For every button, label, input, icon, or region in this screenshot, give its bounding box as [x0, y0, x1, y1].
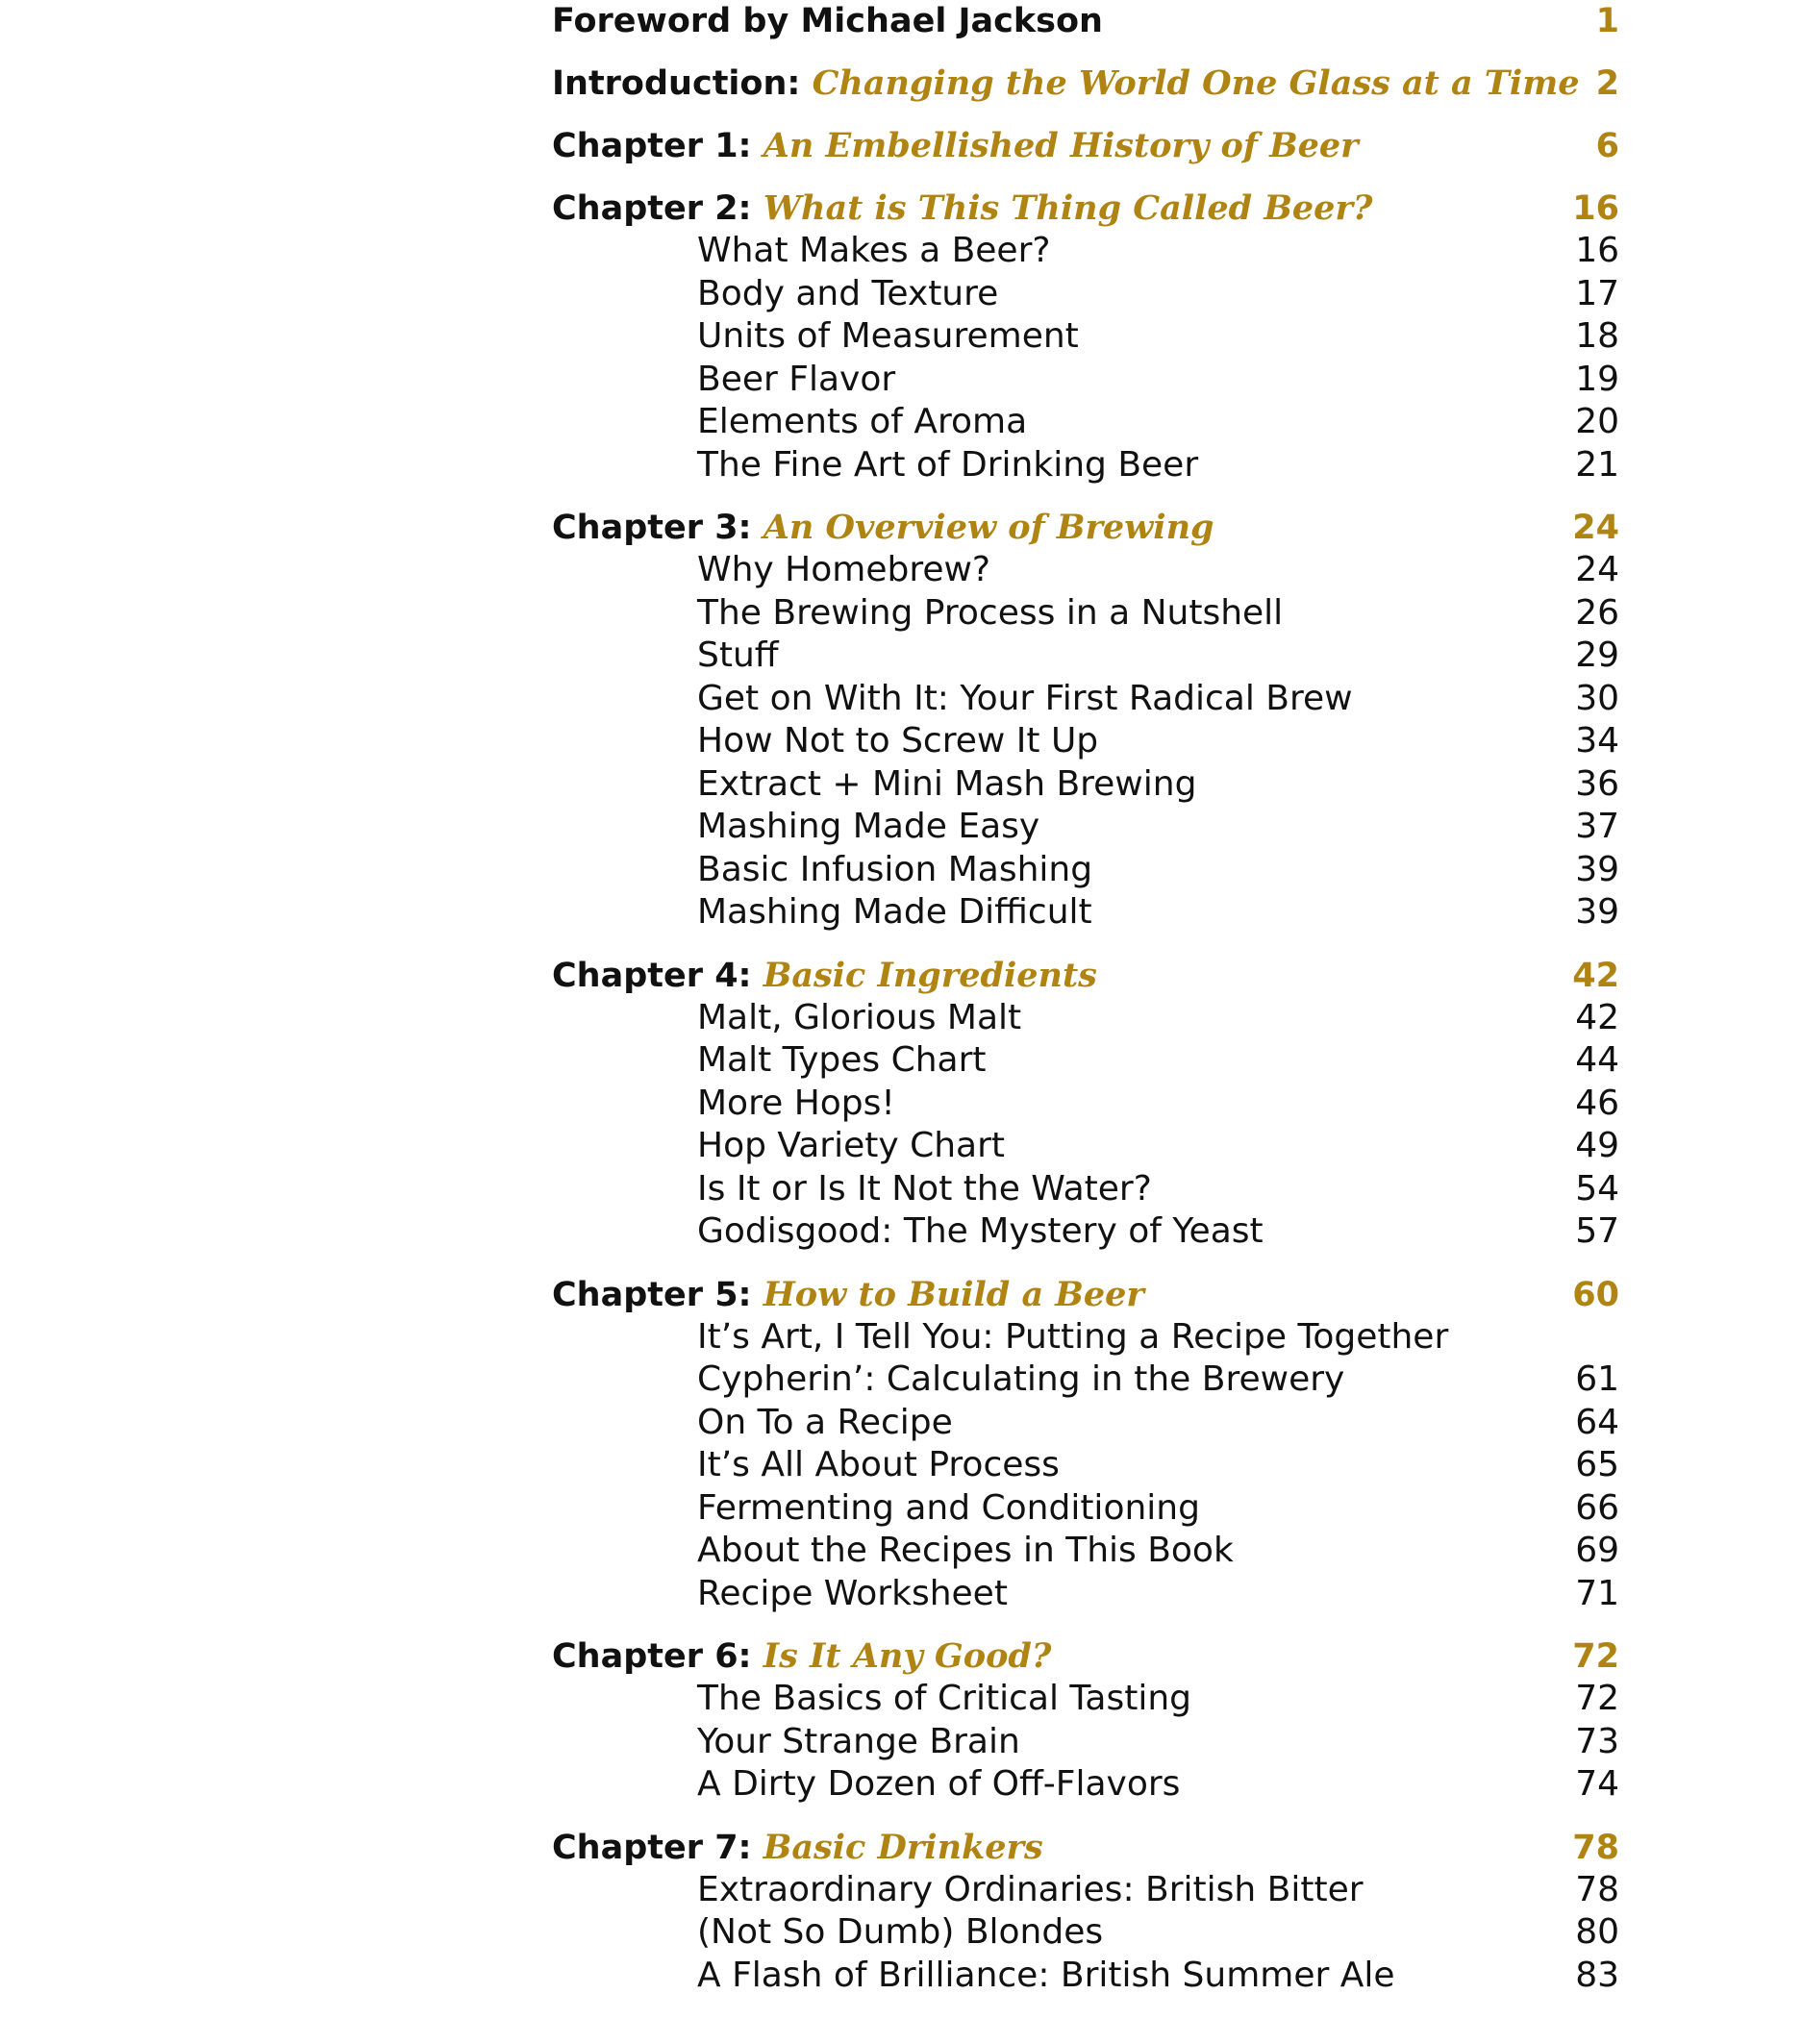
- entry-title: What Makes a Beer?: [697, 231, 1051, 270]
- section-label: Chapter 5:: [552, 1275, 763, 1314]
- entry-page-number: 72: [1575, 1679, 1619, 1718]
- section-spacer: [552, 935, 1619, 955]
- entry-page-number: 34: [1575, 721, 1619, 760]
- entry-title: Cypherin’: Calculating in the Brewery: [697, 1359, 1345, 1399]
- entry-page-number: 61: [1575, 1359, 1619, 1399]
- section-spacer: [552, 167, 1619, 187]
- entry-title: It’s Art, I Tell You: Putting a Recipe Together: [697, 1316, 1449, 1357]
- toc-entry[interactable]: [552, 1210, 1619, 1254]
- section-page-number: 72: [1572, 1637, 1619, 1676]
- entry-page-number: 39: [1575, 892, 1619, 932]
- section-title: Changing the World One Glass at a Time: [812, 63, 1580, 103]
- section-label: Chapter 1:: [552, 127, 763, 165]
- toc-entry[interactable]: [552, 592, 1619, 636]
- entry-page-number: 80: [1575, 1912, 1619, 1952]
- entry-title: The Brewing Process in a Nutshell: [697, 592, 1284, 633]
- section-page-number: 42: [1572, 956, 1619, 995]
- toc-entry[interactable]: [552, 1316, 1619, 1359]
- toc-entry[interactable]: [552, 1083, 1619, 1126]
- entry-title: Is It or Is It Not the Water?: [697, 1168, 1152, 1209]
- toc-entry[interactable]: [552, 1721, 1619, 1764]
- section-label: Chapter 4:: [552, 956, 763, 995]
- entry-title: Mashing Made Easy: [697, 807, 1040, 846]
- toc-entry[interactable]: [552, 1168, 1619, 1211]
- section-page-number: 2: [1595, 64, 1619, 103]
- entry-page-number: 83: [1575, 1955, 1619, 1995]
- entry-title: A Dirty Dozen of Off-Flavors: [697, 1764, 1181, 1804]
- toc-entry[interactable]: [552, 444, 1619, 487]
- toc-section-heading[interactable]: [552, 507, 1619, 549]
- entry-title: The Fine Art of Drinking Beer: [697, 444, 1199, 485]
- entry-title: Mashing Made Difficult: [697, 892, 1092, 932]
- section-spacer: [552, 1615, 1619, 1635]
- toc-entry[interactable]: [552, 401, 1619, 444]
- entry-title: Why Homebrew?: [697, 550, 991, 589]
- entry-title: How Not to Screw It Up: [697, 721, 1099, 760]
- entry-page-number: 19: [1575, 359, 1619, 399]
- entry-title: Units of Measurement: [697, 316, 1079, 356]
- entry-page-number: 36: [1575, 763, 1619, 804]
- entry-title: Beer Flavor: [697, 359, 896, 399]
- toc-entry[interactable]: [552, 1125, 1619, 1168]
- section-page-number: 6: [1595, 127, 1619, 165]
- table-of-contents: [552, 0, 1619, 1997]
- toc-entry[interactable]: [552, 849, 1619, 892]
- entry-page-number: 26: [1575, 592, 1619, 633]
- entry-page-number: 29: [1575, 636, 1619, 675]
- toc-section-heading[interactable]: [552, 0, 1619, 42]
- toc-entry[interactable]: [552, 1487, 1619, 1531]
- entry-page-number: 57: [1575, 1211, 1619, 1251]
- entry-title: Stuff: [697, 636, 779, 675]
- toc-entry[interactable]: [552, 273, 1619, 316]
- toc-entry[interactable]: [552, 359, 1619, 402]
- entry-page-number: 24: [1575, 550, 1619, 589]
- toc-entry[interactable]: [552, 1763, 1619, 1807]
- section-title: An Embellished History of Beer: [763, 126, 1359, 165]
- section-spacer: [552, 105, 1619, 125]
- entry-title: It’s All About Process: [697, 1445, 1060, 1484]
- section-page-number: 24: [1572, 509, 1619, 547]
- entry-page-number: 74: [1575, 1764, 1619, 1804]
- toc-entry[interactable]: [552, 806, 1619, 849]
- section-title: Is It Any Good?: [763, 1636, 1052, 1676]
- entry-page-number: 17: [1575, 273, 1619, 313]
- entry-title: Extraordinary Ordinaries: British Bitter: [697, 1869, 1364, 1909]
- entry-title: Elements of Aroma: [697, 402, 1028, 441]
- toc-section-heading[interactable]: [552, 1635, 1619, 1678]
- toc-entry[interactable]: [552, 230, 1619, 273]
- toc-entry[interactable]: [552, 1678, 1619, 1721]
- toc-section-heading[interactable]: [552, 1827, 1619, 1869]
- entry-title: On To a Recipe: [697, 1402, 953, 1442]
- entry-page-number: 71: [1575, 1573, 1619, 1613]
- entry-title: About the Recipes in This Book: [697, 1531, 1234, 1570]
- section-label: Introduction:: [552, 64, 813, 103]
- entry-title: Your Strange Brain: [697, 1721, 1020, 1761]
- toc-entry[interactable]: [552, 891, 1619, 935]
- entry-page-number: 64: [1575, 1402, 1619, 1442]
- entry-page-number: 30: [1575, 678, 1619, 718]
- entry-page-number: 73: [1575, 1721, 1619, 1761]
- entry-page-number: 44: [1575, 1040, 1619, 1080]
- section-label: Chapter 2:: [552, 189, 763, 228]
- section-title: An Overview of Brewing: [763, 508, 1214, 547]
- toc-section-heading[interactable]: [552, 62, 1619, 105]
- toc-entry[interactable]: [552, 1039, 1619, 1083]
- toc-section-heading[interactable]: [552, 125, 1619, 167]
- toc-entry[interactable]: [552, 1359, 1619, 1402]
- section-spacer: [552, 486, 1619, 507]
- entry-page-number: 16: [1575, 231, 1619, 270]
- section-page-number: 1: [1595, 2, 1619, 40]
- section-title: Basic Ingredients: [763, 955, 1097, 995]
- entry-page-number: 18: [1575, 316, 1619, 356]
- entry-page-number: 65: [1575, 1445, 1619, 1484]
- entry-title: Godisgood: The Mystery of Yeast: [697, 1211, 1264, 1251]
- section-spacer: [552, 1254, 1619, 1274]
- section-page-number: 16: [1572, 189, 1619, 228]
- toc-entry[interactable]: [552, 315, 1619, 359]
- toc-entry[interactable]: [552, 1402, 1619, 1445]
- entry-page-number: 20: [1575, 402, 1619, 441]
- section-page-number: 60: [1572, 1275, 1619, 1314]
- entry-title: The Basics of Critical Tasting: [697, 1679, 1192, 1718]
- toc-section-heading[interactable]: [552, 187, 1619, 230]
- entry-page-number: 78: [1575, 1869, 1619, 1909]
- section-spacer: [552, 42, 1619, 62]
- entry-page-number: 69: [1575, 1531, 1619, 1570]
- toc-entry[interactable]: [552, 1530, 1619, 1573]
- toc-entry[interactable]: [552, 997, 1619, 1040]
- toc-entry[interactable]: [552, 1444, 1619, 1487]
- toc-entry[interactable]: [552, 1911, 1619, 1955]
- toc-entry[interactable]: [552, 635, 1619, 678]
- toc-entry[interactable]: [552, 1573, 1619, 1616]
- section-title: How to Build a Beer: [763, 1274, 1144, 1314]
- entry-page-number: 66: [1575, 1487, 1619, 1528]
- entry-page-number: 49: [1575, 1126, 1619, 1165]
- section-label: Chapter 6:: [552, 1637, 763, 1676]
- entry-page-number: 46: [1575, 1083, 1619, 1123]
- section-label: Chapter 3:: [552, 509, 763, 547]
- toc-entry[interactable]: [552, 763, 1619, 807]
- toc-section-heading[interactable]: [552, 955, 1619, 997]
- toc-entry[interactable]: [552, 1955, 1619, 1998]
- entry-title: Extract + Mini Mash Brewing: [697, 763, 1197, 804]
- entry-title: Fermenting and Conditioning: [697, 1487, 1200, 1528]
- section-label: Chapter 7:: [552, 1828, 763, 1867]
- entry-page-number: 21: [1575, 444, 1619, 485]
- entry-title: More Hops!: [697, 1083, 895, 1123]
- toc-entry[interactable]: [552, 1869, 1619, 1912]
- entry-page-number: 54: [1575, 1168, 1619, 1209]
- entry-title: Recipe Worksheet: [697, 1573, 1008, 1613]
- section-spacer: [552, 1807, 1619, 1827]
- toc-entry[interactable]: [552, 678, 1619, 721]
- toc-entry[interactable]: [552, 549, 1619, 592]
- section-title: Basic Drinkers: [763, 1827, 1043, 1867]
- entry-title: Body and Texture: [697, 273, 999, 313]
- toc-entry[interactable]: [552, 720, 1619, 763]
- entry-title: Malt, Glorious Malt: [697, 997, 1022, 1037]
- entry-title: Get on With It: Your First Radical Brew: [697, 678, 1353, 718]
- toc-section-heading[interactable]: [552, 1274, 1619, 1316]
- entry-title: (Not So Dumb) Blondes: [697, 1912, 1104, 1952]
- section-page-number: 78: [1572, 1828, 1619, 1867]
- entry-page-number: 37: [1575, 807, 1619, 846]
- section-label: Foreword by Michael Jackson: [552, 2, 1103, 40]
- section-title: What is This Thing Called Beer?: [763, 188, 1373, 228]
- entry-title: Basic Infusion Mashing: [697, 849, 1093, 889]
- entry-title: A Flash of Brilliance: British Summer Ale: [697, 1955, 1395, 1995]
- entry-page-number: 39: [1575, 849, 1619, 889]
- entry-title: Hop Variety Chart: [697, 1126, 1006, 1165]
- entry-title: Malt Types Chart: [697, 1040, 987, 1080]
- entry-page-number: 42: [1575, 997, 1619, 1037]
